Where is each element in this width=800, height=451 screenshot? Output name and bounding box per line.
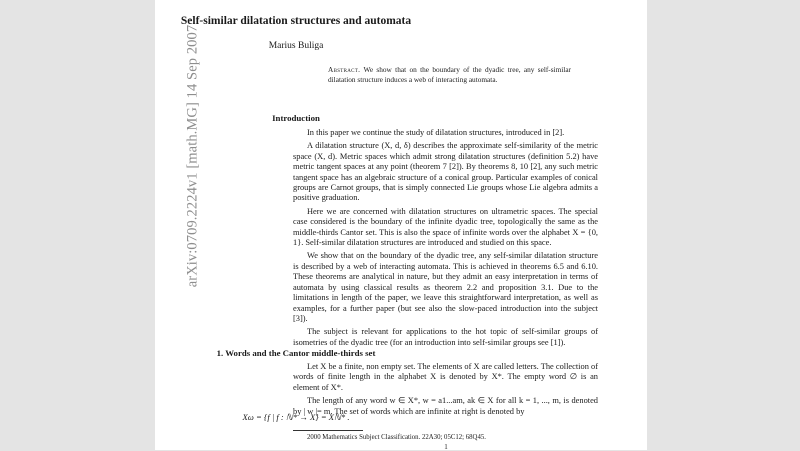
display-formula: Xω = {f | f : ℕ* → X} = Xℕ* . <box>242 412 350 422</box>
intro-body <box>293 128 598 351</box>
intro-heading: Introduction <box>272 113 320 123</box>
paragraph: The subject is relevant for applications to the hot topic of self-similar groups of isometries of the dyadic tree (for an introduction into self-similar groups see [1]). <box>293 327 598 347</box>
paper-author: Marius Buliga <box>268 41 324 51</box>
paragraph: A dilatation structure (X, d, δ) describes the approximate self-similarity of the metric space (X, d). Metric spaces which admit strong dilatation structures (definition 5.2) have metric tangent spaces at any point (theorem 7 [2]). By theorems 8, 10 [2], any such metric tangent space has an algebraic structure of a conical group. Particular examples of conical groups are Carnot groups, that is simply connected Lie groups whose Lie algebra admits a positive graduation. <box>293 141 598 203</box>
footnote: 2000 Mathematics Subject Classification. 22A30; 05C12; 68Q45. <box>307 434 486 441</box>
abstract <box>328 65 571 84</box>
abstract-label: Abstract. <box>328 65 361 74</box>
paragraph: The length of any word w ∈ X*, w = a1...am, ak ∈ X for all k = 1, ..., m, is denoted by | w |= m. The set of words which are infinite at right is denoted by <box>293 396 598 416</box>
paper-title: Self-similar dilatation structures and automata <box>180 15 412 27</box>
section1-heading: 1. Words and the Cantor middle-thirds set <box>216 348 376 358</box>
paragraph: In this paper we continue the study of dilatation structures, introduced in [2]. <box>307 128 565 137</box>
paragraph: Let X be a finite, non empty set. The elements of X are called letters. The collection of words of finite length in the alphabet X is denoted by X*. The empty word ∅ is an element of X*. <box>293 362 598 392</box>
paragraph: Here we are concerned with dilatation structures on ultrametric spaces. The special case considered is the boundary of the infinite dyadic tree, topologically the same as the middle-thirds Cantor set. This is also the space of infinite words over the alphabet X = {0, 1}. Self-similar dilatation structures are introduced and studied on this space. <box>293 206 598 248</box>
footnote-rule <box>293 430 363 431</box>
abstract-text: We show that on the boundary of the dyadic tree, any self-similar dilatation structure induces a web of interacting automata. <box>328 65 571 84</box>
paragraph: We show that on the boundary of the dyadic tree, any self-similar dilatation structure is described by a web of interacting automata. This is achieved in theorems 6.5 and 6.10. These theorems are analytical in nature, but they admit an easy interpretation in terms of automata by using classical results as theorem 2.2 and proposition 3.1. Due to the limitations in length of the paper, we leave this straightforward interpretation, as well as examples, for a further paper (but see also the slow-paced introduction into the subject [3]). <box>293 251 598 323</box>
page-number: 1 <box>444 443 448 451</box>
arxiv-stamp: arXiv:0709.2224v1 [math.MG] 14 Sep 2007 <box>184 24 201 288</box>
